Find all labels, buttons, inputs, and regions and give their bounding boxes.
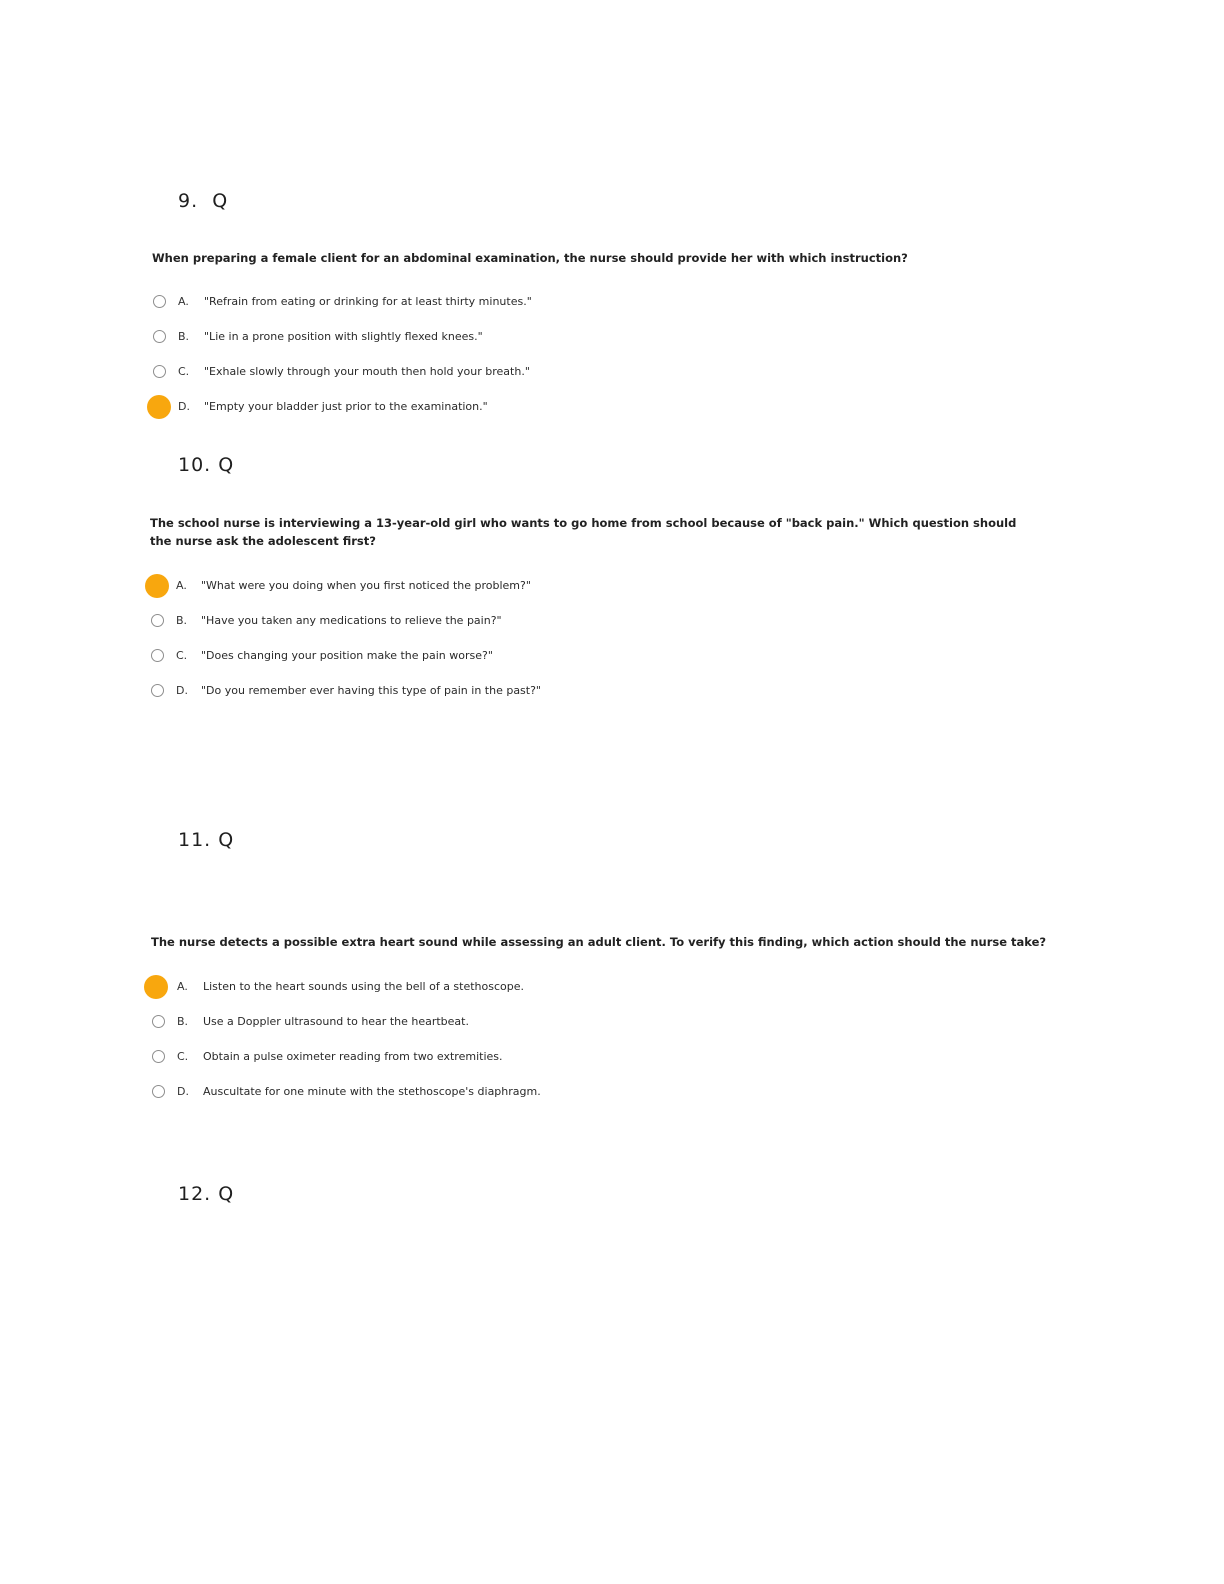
radio-button[interactable] — [153, 295, 166, 308]
option-letter: B. — [176, 614, 188, 627]
question-10-text: The school nurse is interviewing a 13-year-old girl who wants to go home from school because of "back pain." Which question should the nurse ask the adolescent first? — [150, 516, 1017, 548]
radio-button[interactable] — [152, 1015, 165, 1028]
option-letter: B. — [177, 1015, 189, 1028]
question-11-text: The nurse detects a possible extra heart sound while assessing an adult client. To verify this finding, which action should the nurse take? — [151, 935, 1047, 949]
option-text: "Lie in a prone position with slightly flexed knees." — [204, 330, 483, 343]
question-11-heading: 11. Q — [178, 829, 235, 851]
option-text: Listen to the heart sounds using the bell of a stethoscope. — [203, 980, 525, 993]
radio-button[interactable] — [151, 684, 164, 697]
radio-button[interactable] — [153, 365, 166, 378]
question-11-option-d[interactable] — [143, 1081, 703, 1105]
option-letter: A. — [176, 579, 187, 592]
question-10-option-c[interactable] — [144, 645, 704, 669]
question-12-heading: 12. Q — [178, 1183, 235, 1205]
question-10-option-a[interactable] — [144, 575, 704, 599]
option-text: Use a Doppler ultrasound to hear the heartbeat. — [203, 1015, 469, 1028]
option-text: "What were you doing when you first noticed the problem?" — [201, 579, 531, 592]
option-text: "Have you taken any medications to relieve the pain?" — [201, 614, 502, 627]
radio-button[interactable] — [153, 330, 166, 343]
question-9-option-d[interactable] — [146, 396, 706, 420]
radio-button[interactable] — [151, 614, 164, 627]
question-10-heading: 10. Q — [178, 454, 235, 476]
radio-button-selected[interactable] — [144, 975, 168, 999]
question-10-option-b[interactable] — [144, 610, 704, 634]
option-text: Obtain a pulse oximeter reading from two extremities. — [203, 1050, 503, 1063]
option-letter: B. — [178, 330, 190, 343]
radio-button[interactable] — [152, 1050, 165, 1063]
option-text: "Do you remember ever having this type of pain in the past?" — [201, 684, 541, 697]
radio-button[interactable] — [151, 649, 164, 662]
question-11-option-a[interactable] — [143, 976, 703, 1000]
question-9-option-b[interactable] — [146, 326, 706, 350]
option-text: "Does changing your position make the pain worse?" — [201, 649, 493, 662]
question-9-option-c[interactable] — [146, 361, 706, 385]
option-text: "Refrain from eating or drinking for at least thirty minutes." — [204, 295, 532, 308]
option-text: "Empty your bladder just prior to the examination." — [204, 400, 488, 413]
question-9-option-a[interactable] — [146, 291, 706, 315]
question-11-option-c[interactable] — [143, 1046, 703, 1070]
option-letter: D. — [176, 684, 188, 697]
option-letter: C. — [178, 365, 190, 378]
question-11-option-b[interactable] — [143, 1011, 703, 1035]
radio-button[interactable] — [152, 1085, 165, 1098]
option-letter: C. — [176, 649, 188, 662]
option-letter: D. — [178, 400, 190, 413]
option-letter: A. — [177, 980, 188, 993]
question-10-option-d[interactable] — [144, 680, 704, 704]
question-9-text: When preparing a female client for an abdominal examination, the nurse should provide her with which instruction? — [152, 251, 908, 265]
question-9-heading: 9. Q — [178, 190, 229, 212]
radio-button-selected[interactable] — [147, 395, 171, 419]
option-letter: C. — [177, 1050, 189, 1063]
option-text: Auscultate for one minute with the stethoscope's diaphragm. — [203, 1085, 541, 1098]
option-text: "Exhale slowly through your mouth then hold your breath." — [204, 365, 530, 378]
option-letter: D. — [177, 1085, 189, 1098]
radio-button-selected[interactable] — [145, 574, 169, 598]
option-letter: A. — [178, 295, 189, 308]
